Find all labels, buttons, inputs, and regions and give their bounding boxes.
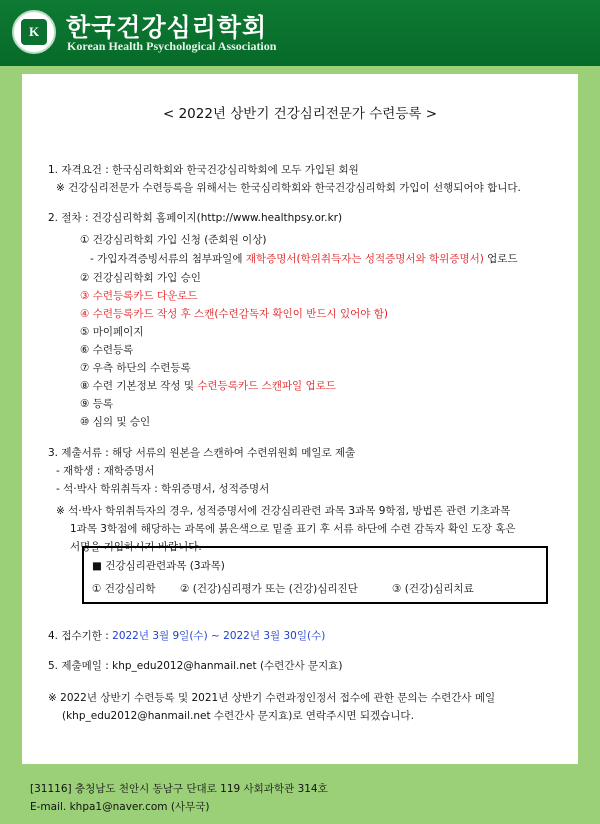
step-2: ② 건강심리학회 가입 승인: [80, 272, 201, 284]
step-7: ⑦ 우측 하단의 수련등록: [80, 362, 191, 374]
khpa-seal-icon: [12, 10, 56, 54]
footer-address: [31116] 충청남도 천안시 동남구 단대로 119 사회과학관 314호: [30, 783, 328, 795]
box-course-1: ① 건강심리학: [92, 583, 156, 595]
step-3: ③ 수련등록카드 다운로드: [80, 290, 198, 302]
section-4-date-range: 2022년 3월 9일(수) ~ 2022년 3월 30일(수): [112, 630, 326, 642]
step-8-red: 수련등록카드 스캔파일 업로드: [197, 380, 336, 392]
green-frame: [0, 66, 600, 824]
footer-email: E-mail. khpa1@naver.com (사무국): [30, 801, 210, 813]
step-4: ④ 수련등록카드 작성 후 스캔(수련감독자 확인이 반드시 있어야 함): [80, 308, 389, 320]
section-2-title: 2. 절차 : 건강심리학회 홈페이지(http://www.healthpsy.or.kr): [48, 212, 343, 224]
org-name-korean: 한국건강심리학회: [66, 13, 268, 42]
step-9: ⑨ 등록: [80, 398, 114, 410]
step-10: ⑩ 심의 및 승인: [80, 416, 151, 428]
step-1-sub-red: 재학증명서(학위취득자는 성적증명서와 학위증명서): [245, 253, 484, 265]
seal-mark: K: [21, 19, 47, 45]
box-course-3: ③ (건강)심리치료: [392, 583, 474, 595]
step-8: [80, 378, 336, 393]
section-3-title: 3. 제출서류 : 해당 서류의 원본을 스캔하여 수련위원회 메일로 제출: [48, 447, 356, 459]
box-course-2: ② (건강)심리평가 또는 (건강)심리진단: [180, 583, 358, 595]
section-3-item-2: - 석·박사 학위취득자 : 학위증명서, 성적증명서: [56, 483, 270, 495]
step-5: ⑤ 마이페이지: [80, 326, 144, 338]
box-title: ■ 건강심리관련과목 (3과목): [92, 560, 225, 572]
step-6: ⑥ 수련등록: [80, 344, 134, 356]
section-5: 5. 제출메일 : khp_edu2012@hanmail.net (수련간사 문지효): [48, 660, 343, 672]
step-1-sub: [90, 251, 518, 266]
step-1: ① 건강심리학회 가입 신청 (준회원 이상): [80, 234, 267, 246]
section-1-note: ※ 건강심리전문가 수련등록을 위해서는 한국심리학회와 한국건강심리학회 가입이 선행되어야 합니다.: [56, 182, 521, 194]
org-name-english: Korean Health Psychological Association: [67, 39, 277, 53]
closing-line-1: ※ 2022년 상반기 수련등록 및 2021년 상반기 수련과정인정서 접수에 관한 문의는 수련간사 메일: [48, 692, 496, 704]
notice-panel: [22, 74, 578, 764]
notice-title: < 2022년 상반기 건강심리전문가 수련등록 >: [162, 106, 438, 122]
section-4: [48, 628, 325, 643]
section-1-title: 1. 자격요건 : 한국심리학회와 한국건강심리학회에 모두 가입된 회원: [48, 164, 359, 176]
section-3-item-1: - 재학생 : 재학증명서: [56, 465, 155, 477]
closing-line-2: (khp_edu2012@hanmail.net 수련간사 문지효)로 연락주시면 되겠습니다.: [62, 710, 414, 722]
section-3-note-line-3: 서명을 기입하시기 바랍니다.: [70, 541, 202, 553]
header-banner: [0, 0, 600, 66]
section-4-prefix: 4. 접수기한 :: [48, 630, 113, 642]
step-8-prefix: ⑧ 수련 기본정보 작성 및: [80, 380, 198, 392]
step-1-sub-prefix: - 가입자격증빙서류의 첨부파일에: [90, 253, 246, 265]
footer: [30, 780, 328, 816]
step-1-sub-suffix: 업로드: [483, 253, 518, 265]
section-3-note-line-2: 1과목 3학점에 해당하는 과목에 붉은색으로 밑줄 표기 후 서류 하단에 수련 감독자 확인 도장 혹은: [70, 523, 516, 535]
section-3-note-line-1: ※ 석·박사 학위취득자의 경우, 성적증명서에 건강심리관련 과목 3과목 9학점, 방법론 관련 기초과목: [56, 505, 511, 517]
